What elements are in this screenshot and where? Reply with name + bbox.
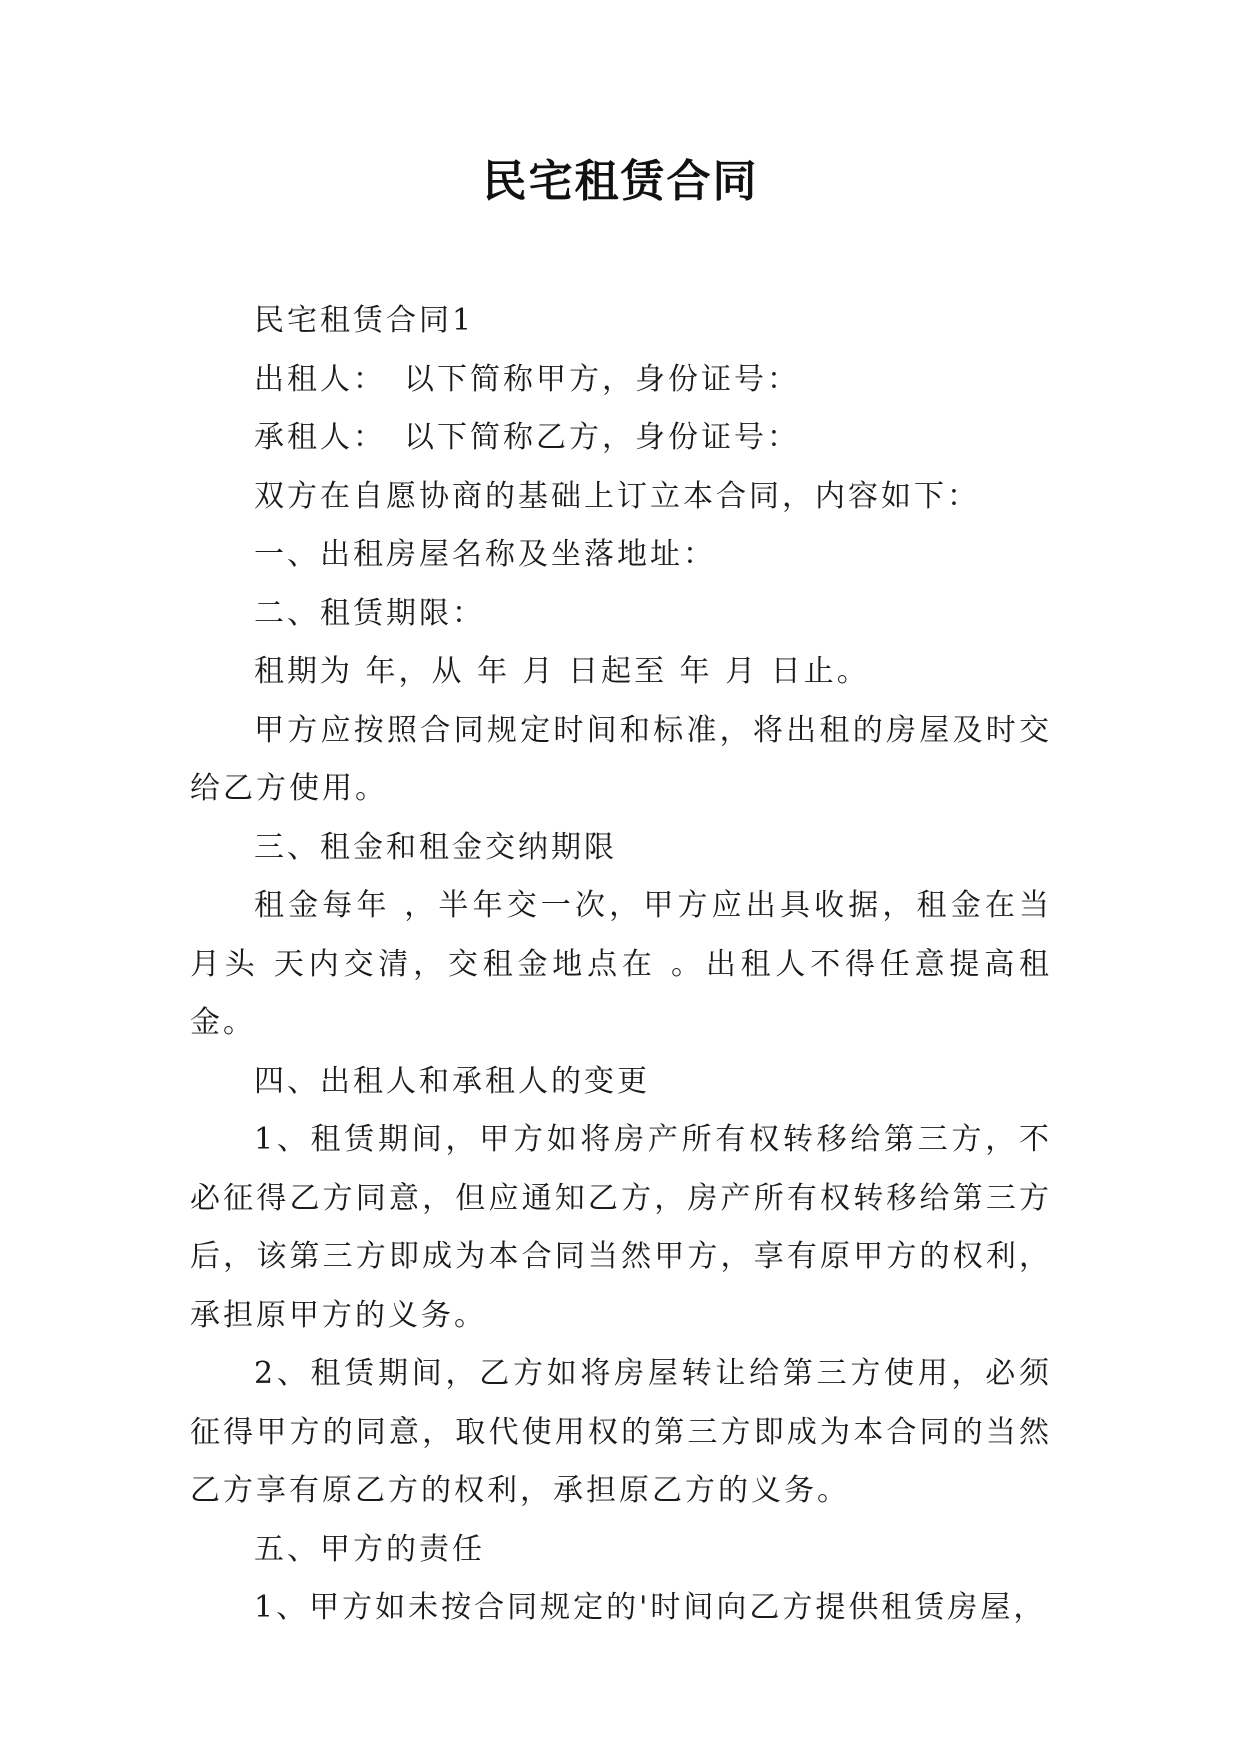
agreement-intro: 双方在自愿协商的基础上订立本合同，内容如下： — [254, 478, 980, 514]
document-body — [190, 292, 1052, 1638]
clause-5-1: 1、甲方如未按合同规定的'时间向乙方提供租赁房屋， — [254, 1590, 1047, 1625]
document-title: 民宅租赁合同 — [482, 156, 759, 207]
clause-4-2: 2、租赁期间，乙方如将房屋转让给第三方使用，必须征得甲方的同意，取代使用权的第三方即成为本合同的当然乙方享有原乙方的权利，承担原乙方的义务。 — [190, 1356, 1052, 1508]
section-3-heading: 三、租金和租金交纳期限 — [254, 829, 617, 865]
contract-heading: 民宅租赁合同1 — [254, 303, 475, 338]
section-4-heading: 四、出租人和承租人的变更 — [254, 1063, 650, 1099]
lease-term-paragraph: 租期为 年，从 年 月 日起至 年 月 日止。 — [254, 654, 870, 689]
lessor-line: 出租人： 以下简称甲方，身份证号： — [254, 361, 800, 397]
section-5-heading: 五、甲方的责任 — [254, 1531, 485, 1567]
section-2-heading: 二、租赁期限： — [254, 595, 485, 631]
rent-paragraph: 租金每年 ，半年交一次，甲方应出具收据，租金在当月头 天内交清，交租金地点在 。出租人不得任意提高租金。 — [190, 888, 1052, 1040]
section-1-heading: 一、出租房屋名称及坐落地址： — [254, 537, 716, 572]
lessee-line: 承租人： 以下简称乙方，身份证号： — [254, 420, 800, 455]
handover-paragraph: 甲方应按照合同规定时间和标准，将出租的房屋及时交给乙方使用。 — [190, 712, 1052, 806]
clause-4-1: 1、租赁期间，甲方如将房产所有权转移给第三方，不必征得乙方同意，但应通知乙方，房产所有权转移给第三方后，该第三方即成为本合同当然甲方，享有原甲方的权利，承担原甲方的义务。 — [190, 1122, 1052, 1333]
